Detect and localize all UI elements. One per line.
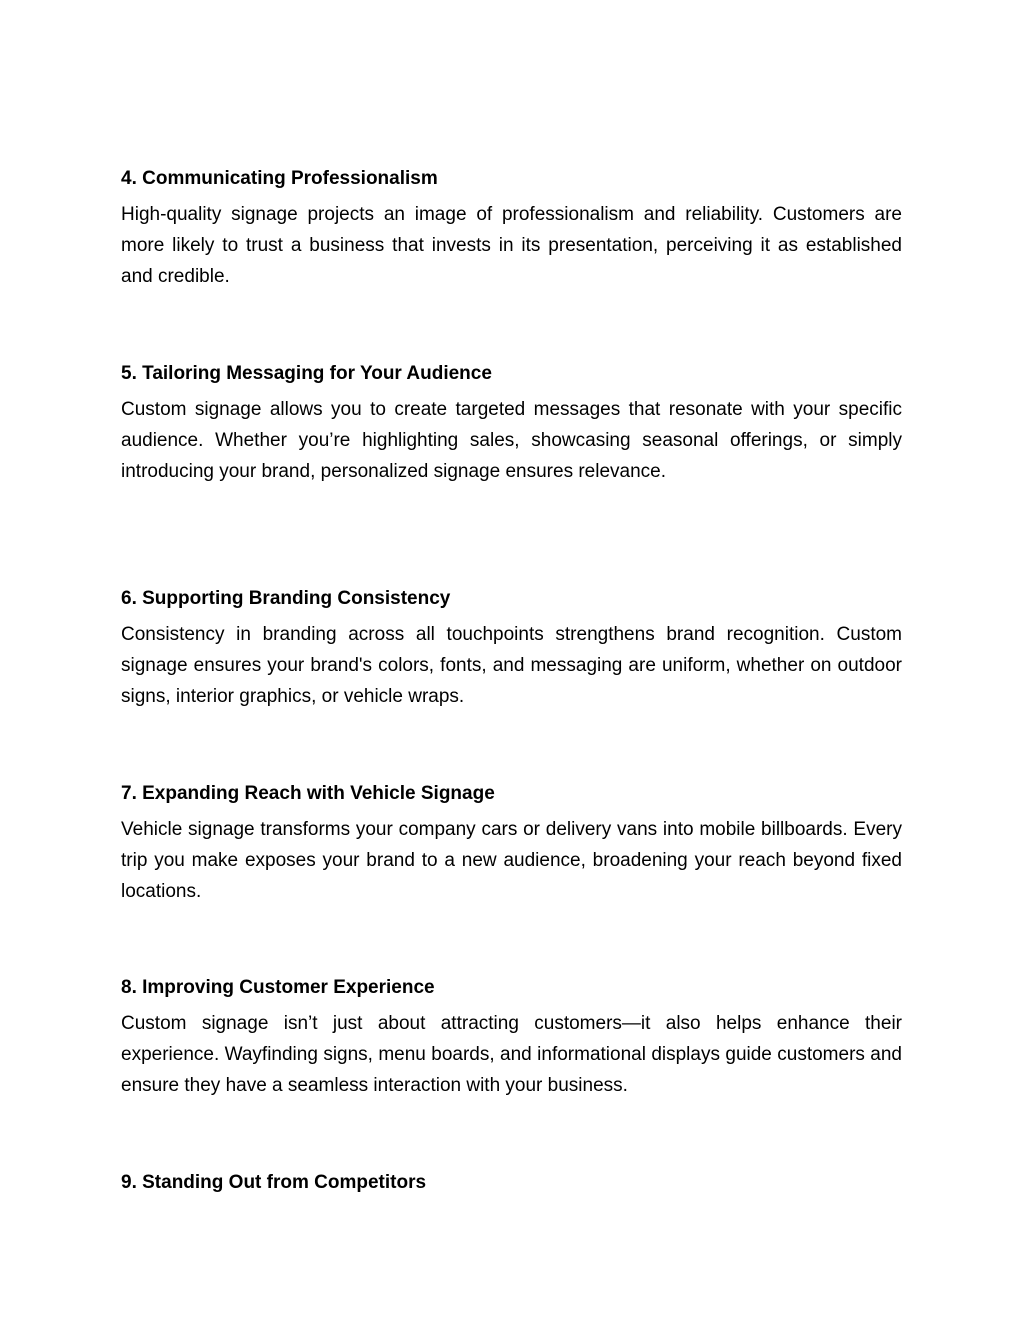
section-vehicle-signage bbox=[121, 778, 902, 907]
section-heading: 9. Standing Out from Competitors bbox=[121, 1172, 427, 1193]
section-paragraph: Custom signage allows you to create targeted messages that resonate with your specific audience. Whether you’re highlighting sales, showcasing seasonal offerings, or simply introducing your brand, personalized signage ensures relevance. bbox=[121, 399, 902, 482]
section-paragraph: High-quality signage projects an image of professionalism and reliability. Customers are more likely to trust a business that invests in its presentation, perceiving it as established and credible. bbox=[121, 204, 902, 287]
section-heading: 8. Improving Customer Experience bbox=[121, 977, 435, 998]
section-paragraph: Vehicle signage transforms your company cars or delivery vans into mobile billboards. Every trip you make exposes your brand to a new audience, broadening your reach beyond fixed locations. bbox=[121, 819, 902, 902]
section-paragraph: Custom signage isn’t just about attracting customers—it also helps enhance their experience. Wayfinding signs, menu boards, and informational displays guide customers and ensure they have a seamless interaction with your business. bbox=[121, 1013, 902, 1096]
section-standing-out bbox=[121, 1167, 902, 1203]
section-heading: 4. Communicating Professionalism bbox=[121, 168, 438, 189]
section-paragraph: Consistency in branding across all touchpoints strengthens brand recognition. Custom signage ensures your brand's colors, fonts, and messaging are uniform, whether on outdoor signs, interior graphics, or vehicle wraps. bbox=[121, 624, 902, 707]
section-branding-consistency bbox=[121, 583, 902, 712]
section-heading: 7. Expanding Reach with Vehicle Signage bbox=[121, 783, 495, 804]
section-tailoring-messaging bbox=[121, 358, 902, 487]
section-heading: 5. Tailoring Messaging for Your Audience bbox=[121, 363, 492, 384]
section-customer-experience bbox=[121, 972, 902, 1101]
section-heading: 6. Supporting Branding Consistency bbox=[121, 588, 451, 609]
section-communicating-professionalism bbox=[121, 163, 902, 292]
